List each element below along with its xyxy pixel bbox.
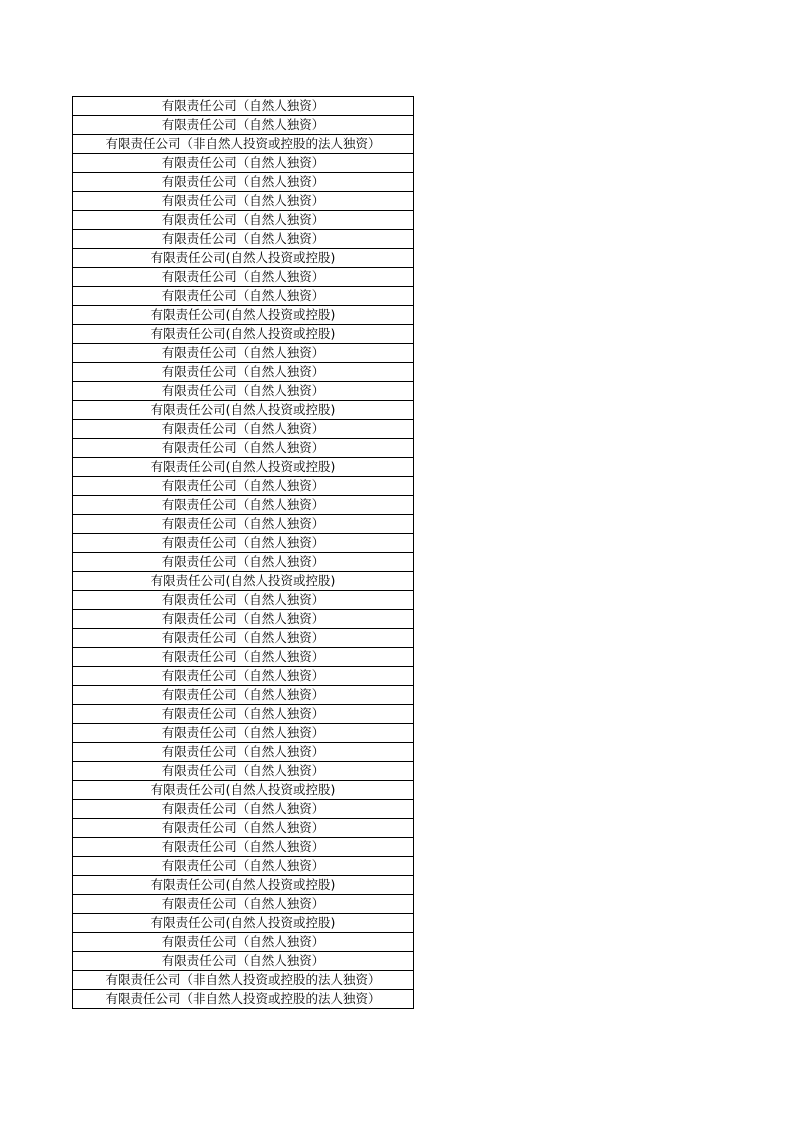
table-row	[73, 667, 414, 686]
company-type-cell[interactable]: 有限责任公司(自然人投资或控股)	[73, 325, 414, 344]
spreadsheet-page	[72, 96, 414, 1009]
table-row	[73, 876, 414, 895]
company-type-cell[interactable]: 有限责任公司（自然人独资）	[73, 895, 414, 914]
table-row	[73, 781, 414, 800]
company-type-cell[interactable]: 有限责任公司（自然人独资）	[73, 344, 414, 363]
company-type-cell[interactable]: 有限责任公司（自然人独资）	[73, 192, 414, 211]
table-row	[73, 192, 414, 211]
table-row	[73, 762, 414, 781]
table-row	[73, 287, 414, 306]
table-row	[73, 420, 414, 439]
table-row	[73, 154, 414, 173]
company-type-cell[interactable]: 有限责任公司（自然人独资）	[73, 762, 414, 781]
company-type-cell[interactable]: 有限责任公司（自然人独资）	[73, 743, 414, 762]
company-type-cell[interactable]: 有限责任公司（自然人独资）	[73, 819, 414, 838]
company-type-cell[interactable]: 有限责任公司（自然人独资）	[73, 420, 414, 439]
table-row	[73, 800, 414, 819]
company-type-cell[interactable]: 有限责任公司（自然人独资）	[73, 268, 414, 287]
company-type-cell[interactable]: 有限责任公司（自然人独资）	[73, 857, 414, 876]
company-type-cell[interactable]: 有限责任公司（自然人独资）	[73, 724, 414, 743]
company-type-cell[interactable]: 有限责任公司(自然人投资或控股)	[73, 401, 414, 420]
table-row	[73, 572, 414, 591]
table-row	[73, 458, 414, 477]
company-type-cell[interactable]: 有限责任公司（自然人独资）	[73, 534, 414, 553]
company-type-cell[interactable]: 有限责任公司（自然人独资）	[73, 686, 414, 705]
company-type-cell[interactable]: 有限责任公司（自然人独资）	[73, 496, 414, 515]
table-row	[73, 819, 414, 838]
company-type-cell[interactable]: 有限责任公司（自然人独资）	[73, 116, 414, 135]
table-row	[73, 325, 414, 344]
company-type-cell[interactable]: 有限责任公司（自然人独资）	[73, 629, 414, 648]
table-row	[73, 857, 414, 876]
table-row	[73, 743, 414, 762]
company-type-cell[interactable]: 有限责任公司（自然人独资）	[73, 705, 414, 724]
company-type-cell[interactable]: 有限责任公司（自然人独资）	[73, 382, 414, 401]
company-type-table	[72, 96, 414, 1009]
company-type-cell[interactable]: 有限责任公司（自然人独资）	[73, 515, 414, 534]
company-type-cell[interactable]: 有限责任公司（自然人独资）	[73, 933, 414, 952]
company-type-cell[interactable]: 有限责任公司(自然人投资或控股)	[73, 458, 414, 477]
table-body	[73, 97, 414, 1009]
table-row	[73, 686, 414, 705]
table-row	[73, 534, 414, 553]
company-type-cell[interactable]: 有限责任公司(自然人投资或控股)	[73, 914, 414, 933]
table-row	[73, 610, 414, 629]
table-row	[73, 306, 414, 325]
table-row	[73, 895, 414, 914]
table-row	[73, 914, 414, 933]
table-row	[73, 401, 414, 420]
table-row	[73, 553, 414, 572]
company-type-cell[interactable]: 有限责任公司(自然人投资或控股)	[73, 249, 414, 268]
table-row	[73, 382, 414, 401]
company-type-cell[interactable]: 有限责任公司（自然人独资）	[73, 154, 414, 173]
table-row	[73, 135, 414, 154]
company-type-cell[interactable]: 有限责任公司（自然人独资）	[73, 439, 414, 458]
table-row	[73, 838, 414, 857]
table-row	[73, 496, 414, 515]
company-type-cell[interactable]: 有限责任公司（非自然人投资或控股的法人独资）	[73, 990, 414, 1009]
table-row	[73, 173, 414, 192]
table-row	[73, 990, 414, 1009]
table-row	[73, 724, 414, 743]
company-type-cell[interactable]: 有限责任公司(自然人投资或控股)	[73, 781, 414, 800]
table-row	[73, 230, 414, 249]
company-type-cell[interactable]: 有限责任公司（自然人独资）	[73, 173, 414, 192]
table-row	[73, 591, 414, 610]
company-type-cell[interactable]: 有限责任公司（非自然人投资或控股的法人独资）	[73, 971, 414, 990]
company-type-cell[interactable]: 有限责任公司（自然人独资）	[73, 230, 414, 249]
company-type-cell[interactable]: 有限责任公司（自然人独资）	[73, 591, 414, 610]
table-row	[73, 268, 414, 287]
company-type-cell[interactable]: 有限责任公司（自然人独资）	[73, 211, 414, 230]
table-row	[73, 629, 414, 648]
table-row	[73, 344, 414, 363]
company-type-cell[interactable]: 有限责任公司（自然人独资）	[73, 477, 414, 496]
company-type-cell[interactable]: 有限责任公司(自然人投资或控股)	[73, 876, 414, 895]
table-row	[73, 211, 414, 230]
company-type-cell[interactable]: 有限责任公司（自然人独资）	[73, 287, 414, 306]
company-type-cell[interactable]: 有限责任公司（自然人独资）	[73, 667, 414, 686]
company-type-cell[interactable]: 有限责任公司（非自然人投资或控股的法人独资）	[73, 135, 414, 154]
table-row	[73, 439, 414, 458]
table-row	[73, 705, 414, 724]
company-type-cell[interactable]: 有限责任公司(自然人投资或控股)	[73, 572, 414, 591]
company-type-cell[interactable]: 有限责任公司(自然人投资或控股)	[73, 306, 414, 325]
company-type-cell[interactable]: 有限责任公司（自然人独资）	[73, 363, 414, 382]
table-row	[73, 249, 414, 268]
table-row	[73, 952, 414, 971]
table-row	[73, 933, 414, 952]
company-type-cell[interactable]: 有限责任公司（自然人独资）	[73, 648, 414, 667]
company-type-cell[interactable]: 有限责任公司（自然人独资）	[73, 838, 414, 857]
table-row	[73, 97, 414, 116]
company-type-cell[interactable]: 有限责任公司（自然人独资）	[73, 610, 414, 629]
company-type-cell[interactable]: 有限责任公司（自然人独资）	[73, 97, 414, 116]
company-type-cell[interactable]: 有限责任公司（自然人独资）	[73, 800, 414, 819]
table-row	[73, 971, 414, 990]
company-type-cell[interactable]: 有限责任公司（自然人独资）	[73, 952, 414, 971]
table-row	[73, 363, 414, 382]
company-type-cell[interactable]: 有限责任公司（自然人独资）	[73, 553, 414, 572]
table-row	[73, 515, 414, 534]
table-row	[73, 477, 414, 496]
table-row	[73, 116, 414, 135]
table-row	[73, 648, 414, 667]
